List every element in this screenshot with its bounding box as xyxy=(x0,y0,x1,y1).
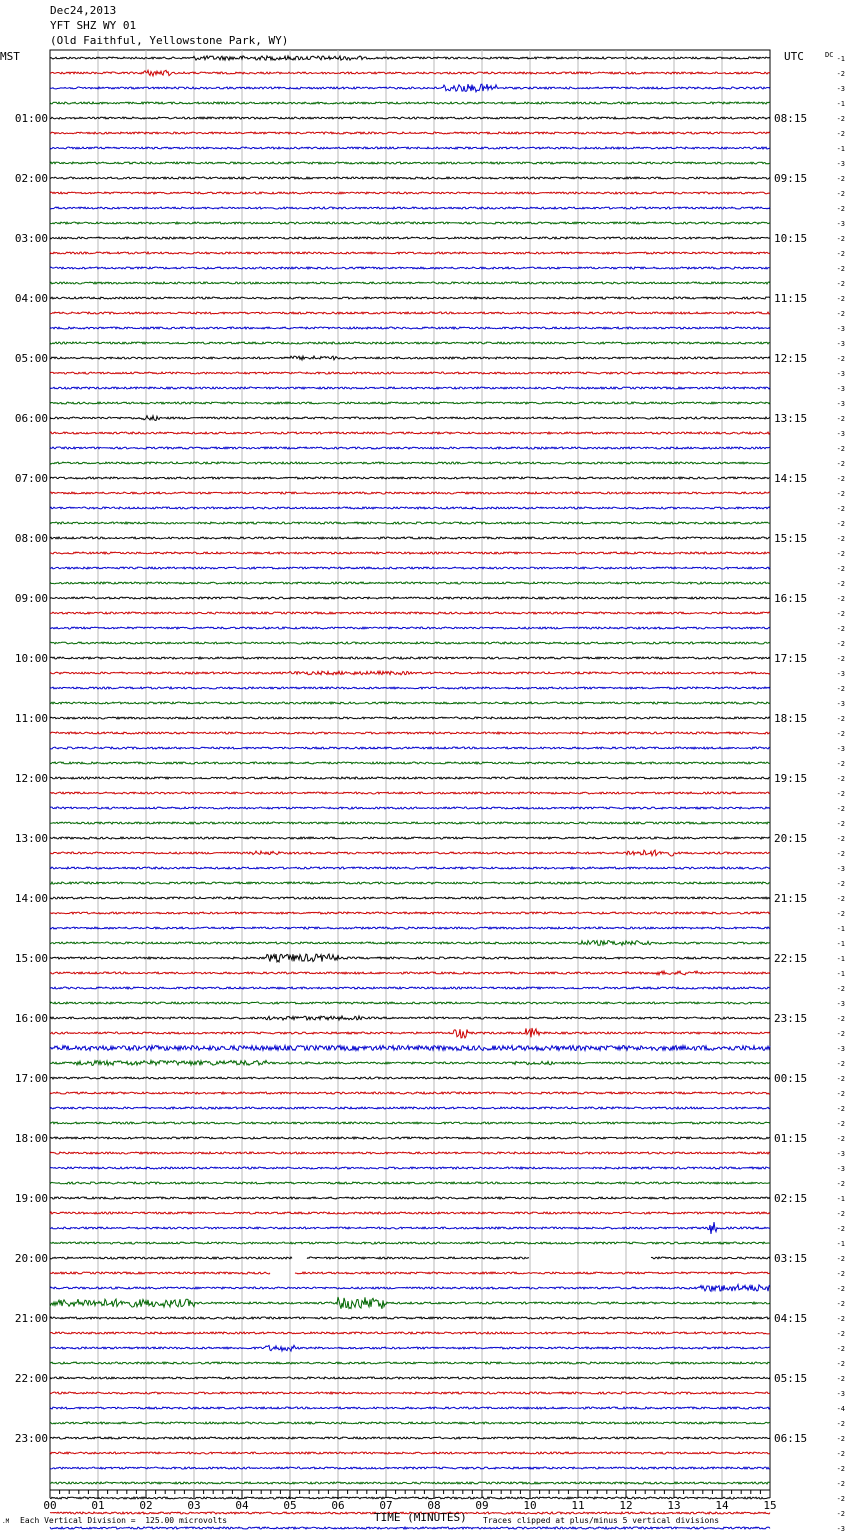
dc-offset-label: -2 xyxy=(836,1060,845,1068)
trace-row xyxy=(50,897,770,899)
trace-row xyxy=(50,1107,770,1109)
dc-offset-label: -2 xyxy=(836,310,845,318)
trace-row xyxy=(50,1028,770,1038)
station-id: YFT SHZ WY 01 xyxy=(50,19,137,32)
dc-offset-label: -3 xyxy=(836,430,845,438)
x-tick-label: 13 xyxy=(667,1499,681,1512)
trace-row xyxy=(50,492,770,494)
dc-offset-label: -3 xyxy=(836,1390,845,1398)
trace-row xyxy=(50,792,770,794)
utc-hour-label: 13:15 xyxy=(774,412,808,425)
dc-offset-label: -2 xyxy=(836,625,845,633)
trace-row xyxy=(50,356,770,360)
dc-offset-label: -1 xyxy=(836,940,845,948)
x-tick-label: 03 xyxy=(187,1499,201,1512)
trace-row xyxy=(50,642,770,644)
trace-row xyxy=(50,822,770,824)
dc-offset-label: -3 xyxy=(836,400,845,408)
utc-hour-label: 10:15 xyxy=(774,232,808,245)
dc-offset-label: -3 xyxy=(836,1045,845,1053)
trace-row xyxy=(50,1452,770,1454)
dc-offset-label: -3 xyxy=(836,670,845,678)
trace-row xyxy=(50,882,770,884)
utc-hour-label: 16:15 xyxy=(774,592,808,605)
dc-offset-label: -4 xyxy=(836,1405,845,1413)
dc-offset-label: -2 xyxy=(836,1345,845,1353)
trace-row xyxy=(50,162,770,164)
trace-row xyxy=(50,372,770,374)
dc-offset-label: -1 xyxy=(836,970,845,978)
trace-row xyxy=(50,627,770,629)
mst-hour-label: 17:00 xyxy=(14,1072,48,1085)
dc-offset-label: -3 xyxy=(836,220,845,228)
trace-row xyxy=(50,507,770,509)
trace-row xyxy=(50,987,770,989)
mst-hour-label: 21:00 xyxy=(14,1312,48,1325)
dc-offset-label: -2 xyxy=(836,505,845,513)
x-tick-label: 11 xyxy=(571,1499,585,1512)
utc-hour-label: 09:15 xyxy=(774,172,808,185)
trace-row xyxy=(50,312,770,314)
dc-offset-label: -2 xyxy=(836,70,845,78)
trace-row xyxy=(50,1272,770,1274)
trace-row xyxy=(50,1152,770,1154)
trace-row xyxy=(50,687,770,689)
dc-offset-label: -1 xyxy=(836,1240,845,1248)
dc-offset-label: -2 xyxy=(836,985,845,993)
trace-row xyxy=(50,597,770,599)
dc-offset-label: -3 xyxy=(836,370,845,378)
trace-row xyxy=(50,612,770,614)
trace-row xyxy=(50,971,770,975)
trace-row xyxy=(50,177,770,179)
trace-row xyxy=(50,1046,770,1051)
trace-row xyxy=(50,1297,770,1309)
utc-hour-label: 15:15 xyxy=(774,532,808,545)
trace-row xyxy=(50,1257,770,1259)
dc-offset-label: -2 xyxy=(836,595,845,603)
dc-offset-label: -3 xyxy=(836,340,845,348)
dc-offset-label: -2 xyxy=(836,565,845,573)
trace-row xyxy=(50,941,770,946)
dc-offset-label: -3 xyxy=(836,160,845,168)
mst-hour-label: 06:00 xyxy=(14,412,48,425)
right-axis-label: UTC xyxy=(784,50,804,63)
trace-row xyxy=(50,671,770,675)
utc-hour-label: 08:15 xyxy=(774,112,808,125)
dc-offset-label: -3 xyxy=(836,1165,845,1173)
trace-row xyxy=(50,1212,770,1214)
dc-offset-label: -2 xyxy=(836,475,845,483)
trace-row xyxy=(50,1061,770,1066)
trace-row xyxy=(50,1497,770,1499)
trace-row xyxy=(50,567,770,569)
utc-hour-label: 17:15 xyxy=(774,652,808,665)
corner-mark: .M xyxy=(2,1518,10,1525)
dc-offset-label: -3 xyxy=(836,385,845,393)
trace-row xyxy=(50,387,770,389)
trace-row xyxy=(50,462,770,464)
mst-hour-label: 11:00 xyxy=(14,712,48,725)
utc-hour-label: 22:15 xyxy=(774,952,808,965)
clip-note: Traces clipped at plus/minus 5 vertical divisions xyxy=(483,1516,720,1525)
dc-offset-label: -2 xyxy=(836,1210,845,1218)
vertical-scale-note: Each Vertical Division = 125.00 microvolts xyxy=(20,1516,228,1525)
mst-hour-label: 14:00 xyxy=(14,892,48,905)
dc-offset-label: -2 xyxy=(836,1285,845,1293)
x-tick-label: 00 xyxy=(43,1499,57,1512)
trace-row xyxy=(50,552,770,554)
trace-row xyxy=(50,84,770,92)
dc-offset-label: -2 xyxy=(836,1030,845,1038)
mst-hour-label: 04:00 xyxy=(14,292,48,305)
dc-offset-label: -2 xyxy=(836,775,845,783)
utc-hour-label: 19:15 xyxy=(774,772,808,785)
x-tick-label: 05 xyxy=(283,1499,297,1512)
utc-hour-label: 04:15 xyxy=(774,1312,808,1325)
trace-row xyxy=(50,747,770,749)
trace-row xyxy=(50,297,770,299)
trace-row xyxy=(50,837,770,839)
dc-offset-label: -2 xyxy=(836,820,845,828)
dc-offset-label: -2 xyxy=(836,130,845,138)
trace-row xyxy=(50,342,770,344)
dc-offset-label: -2 xyxy=(836,1270,845,1278)
x-tick-label: 08 xyxy=(427,1499,441,1512)
dc-offset-label: -2 xyxy=(836,490,845,498)
trace-row xyxy=(50,192,770,194)
trace-row xyxy=(50,912,770,914)
trace-row xyxy=(50,657,770,659)
x-tick-label: 07 xyxy=(379,1499,393,1512)
mst-hour-label: 20:00 xyxy=(14,1252,48,1265)
dc-offset-label: -2 xyxy=(836,265,845,273)
utc-hour-label: 11:15 xyxy=(774,292,808,305)
left-axis-label: MST xyxy=(0,50,20,63)
dc-offset-label: -1 xyxy=(836,55,845,63)
trace-row xyxy=(50,222,770,224)
trace-row xyxy=(50,70,770,76)
trace-row xyxy=(50,1527,770,1529)
dc-offset-label: -2 xyxy=(836,1225,845,1233)
dc-offset-label: -2 xyxy=(836,1480,845,1488)
trace-row xyxy=(50,1016,770,1020)
trace-row xyxy=(50,102,770,104)
x-tick-label: 12 xyxy=(619,1499,633,1512)
dc-offset-label: -2 xyxy=(836,190,845,198)
dc-offset-label: -2 xyxy=(836,790,845,798)
mst-hour-label: 15:00 xyxy=(14,952,48,965)
dc-offset-label: -2 xyxy=(836,520,845,528)
trace-row xyxy=(50,1182,770,1184)
dc-offset-label: -3 xyxy=(836,1525,845,1533)
dc-offset-label: -2 xyxy=(836,1315,845,1323)
dc-offset-label: -2 xyxy=(836,550,845,558)
dc-offset-label: -2 xyxy=(836,685,845,693)
dc-offset-label: -2 xyxy=(836,1105,845,1113)
trace-row xyxy=(50,1197,770,1199)
trace-row xyxy=(50,732,770,734)
utc-hour-label: 03:15 xyxy=(774,1252,808,1265)
dc-offset-label: -2 xyxy=(836,1135,845,1143)
dc-offset-label: -2 xyxy=(836,460,845,468)
trace-row xyxy=(50,807,770,809)
dc-offset-label: -2 xyxy=(836,640,845,648)
dc-offset-label: -2 xyxy=(836,1510,845,1518)
utc-hour-label: 06:15 xyxy=(774,1432,808,1445)
trace-row xyxy=(50,1122,770,1124)
trace-row xyxy=(50,1092,770,1094)
trace-row xyxy=(50,777,770,779)
trace-row xyxy=(50,1137,770,1139)
trace-row xyxy=(50,117,770,119)
x-tick-label: 01 xyxy=(91,1499,105,1512)
trace-row xyxy=(50,416,770,421)
mst-hour-label: 16:00 xyxy=(14,1012,48,1025)
dc-offset-label: -2 xyxy=(836,1090,845,1098)
dc-offset-label: -2 xyxy=(836,730,845,738)
dc-offset-label: -3 xyxy=(836,1000,845,1008)
utc-hour-label: 20:15 xyxy=(774,832,808,845)
trace-row xyxy=(50,147,770,149)
trace-row xyxy=(50,1242,770,1244)
dc-offset-label: -2 xyxy=(836,235,845,243)
dc-offset-label: -2 xyxy=(836,355,845,363)
trace-row xyxy=(50,252,770,254)
utc-hour-label: 14:15 xyxy=(774,472,808,485)
dc-offset-label: -2 xyxy=(836,115,845,123)
trace-row xyxy=(50,1407,770,1409)
trace-row xyxy=(50,954,770,962)
trace-row xyxy=(50,927,770,929)
dc-offset-label: -3 xyxy=(836,700,845,708)
mst-hour-label: 03:00 xyxy=(14,232,48,245)
trace-row xyxy=(50,267,770,269)
x-tick-label: 14 xyxy=(715,1499,729,1512)
x-tick-label: 02 xyxy=(139,1499,153,1512)
dc-offset-label: -2 xyxy=(836,580,845,588)
trace-row xyxy=(50,237,770,239)
dc-offset-label: -2 xyxy=(836,1420,845,1428)
dc-offset-label: -2 xyxy=(836,910,845,918)
station-location: (Old Faithful, Yellowstone Park, WY) xyxy=(50,34,289,47)
dc-offset-label: -2 xyxy=(836,1015,845,1023)
dc-offset-label: -2 xyxy=(836,1180,845,1188)
utc-hour-label: 21:15 xyxy=(774,892,808,905)
mst-hour-label: 08:00 xyxy=(14,532,48,545)
utc-hour-label: 01:15 xyxy=(774,1132,808,1145)
dc-offset-label: -2 xyxy=(836,175,845,183)
utc-hour-label: 00:15 xyxy=(774,1072,808,1085)
dc-offset-label: -2 xyxy=(836,535,845,543)
mst-hour-label: 18:00 xyxy=(14,1132,48,1145)
trace-row xyxy=(50,1077,770,1079)
trace-row xyxy=(50,402,770,404)
utc-hour-label: 02:15 xyxy=(774,1192,808,1205)
dc-offset-label: -2 xyxy=(836,295,845,303)
trace-row xyxy=(50,132,770,134)
dc-offset-label: -2 xyxy=(836,250,845,258)
trace-row xyxy=(50,447,770,449)
trace-row xyxy=(50,1332,770,1334)
trace-row xyxy=(50,1437,770,1439)
trace-row xyxy=(50,56,770,60)
trace-row xyxy=(50,582,770,584)
utc-hour-label: 12:15 xyxy=(774,352,808,365)
dc-offset-label: -2 xyxy=(836,610,845,618)
mst-hour-label: 19:00 xyxy=(14,1192,48,1205)
dc-offset-label: -1 xyxy=(836,145,845,153)
trace-row xyxy=(50,282,770,284)
dc-offset-label: -2 xyxy=(836,1450,845,1458)
dc-offset-label: -2 xyxy=(836,1120,845,1128)
dc-offset-label: -1 xyxy=(836,955,845,963)
mst-hour-label: 09:00 xyxy=(14,592,48,605)
mst-hour-label: 12:00 xyxy=(14,772,48,785)
dc-offset-label: -2 xyxy=(836,1360,845,1368)
dc-offset-label: -3 xyxy=(836,1150,845,1158)
dc-offset-label: -2 xyxy=(836,805,845,813)
dc-offset-label: -2 xyxy=(836,760,845,768)
trace-row xyxy=(50,1167,770,1169)
trace-row xyxy=(50,1362,770,1364)
dc-offset-label: -2 xyxy=(836,835,845,843)
x-tick-label: 10 xyxy=(523,1499,537,1512)
trace-row xyxy=(50,762,770,764)
dc-offset-label: -2 xyxy=(836,1495,845,1503)
trace-row xyxy=(50,867,770,869)
trace-row xyxy=(50,1002,770,1004)
utc-hour-label: 23:15 xyxy=(774,1012,808,1025)
dc-offset-label: -1 xyxy=(836,100,845,108)
trace-row xyxy=(50,1377,770,1379)
dc-offset-label: -2 xyxy=(836,895,845,903)
dc-offset-label: -2 xyxy=(836,445,845,453)
dc-offset-label: -2 xyxy=(836,1075,845,1083)
trace-row xyxy=(50,702,770,704)
utc-hour-label: 05:15 xyxy=(774,1372,808,1385)
mst-hour-label: 01:00 xyxy=(14,112,48,125)
dc-offset-label: -3 xyxy=(836,85,845,93)
x-tick-label: 06 xyxy=(331,1499,345,1512)
trace-row xyxy=(50,1392,770,1394)
mst-hour-label: 23:00 xyxy=(14,1432,48,1445)
trace-row xyxy=(50,1467,770,1469)
trace-row xyxy=(50,1317,770,1319)
dc-offset-label: -2 xyxy=(836,850,845,858)
trace-row xyxy=(50,717,770,719)
dc-offset-label: -2 xyxy=(836,1435,845,1443)
mst-hour-label: 22:00 xyxy=(14,1372,48,1385)
trace-row xyxy=(50,1222,770,1234)
dc-offset-label: -2 xyxy=(836,205,845,213)
dc-offset-label: -2 xyxy=(836,1465,845,1473)
trace-row xyxy=(50,432,770,434)
dc-offset-label: -2 xyxy=(836,655,845,663)
x-tick-label: 04 xyxy=(235,1499,249,1512)
trace-row xyxy=(50,477,770,479)
x-axis-title: TIME (MINUTES) xyxy=(374,1511,467,1524)
dc-offset-label: -2 xyxy=(836,415,845,423)
trace-row xyxy=(50,207,770,209)
trace-row xyxy=(50,850,770,856)
dc-label: DC xyxy=(825,51,834,59)
dc-offset-label: -3 xyxy=(836,745,845,753)
dc-offset-label: -3 xyxy=(836,325,845,333)
dc-offset-label: -2 xyxy=(836,1255,845,1263)
dc-offset-label: -2 xyxy=(836,1300,845,1308)
dc-offset-label: -2 xyxy=(836,880,845,888)
mst-hour-label: 02:00 xyxy=(14,172,48,185)
x-tick-label: 09 xyxy=(475,1499,489,1512)
dc-offset-label: -1 xyxy=(836,925,845,933)
dc-offset-label: -2 xyxy=(836,715,845,723)
plot-date: Dec24,2013 xyxy=(50,4,117,17)
dc-offset-label: -2 xyxy=(836,1330,845,1338)
utc-hour-label: 18:15 xyxy=(774,712,808,725)
dc-offset-label: -1 xyxy=(836,1195,845,1203)
trace-row xyxy=(50,327,770,329)
dc-offset-label: -2 xyxy=(836,280,845,288)
trace-row xyxy=(50,522,770,524)
mst-hour-label: 13:00 xyxy=(14,832,48,845)
trace-row xyxy=(50,1285,770,1292)
trace-row xyxy=(50,1345,770,1351)
x-tick-label: 15 xyxy=(763,1499,777,1512)
trace-row xyxy=(50,537,770,539)
dc-offset-label: -3 xyxy=(836,865,845,873)
mst-hour-label: 05:00 xyxy=(14,352,48,365)
mst-hour-label: 07:00 xyxy=(14,472,48,485)
trace-row xyxy=(50,1422,770,1424)
dc-offset-label: -2 xyxy=(836,1375,845,1383)
mst-hour-label: 10:00 xyxy=(14,652,48,665)
trace-row xyxy=(50,1482,770,1484)
